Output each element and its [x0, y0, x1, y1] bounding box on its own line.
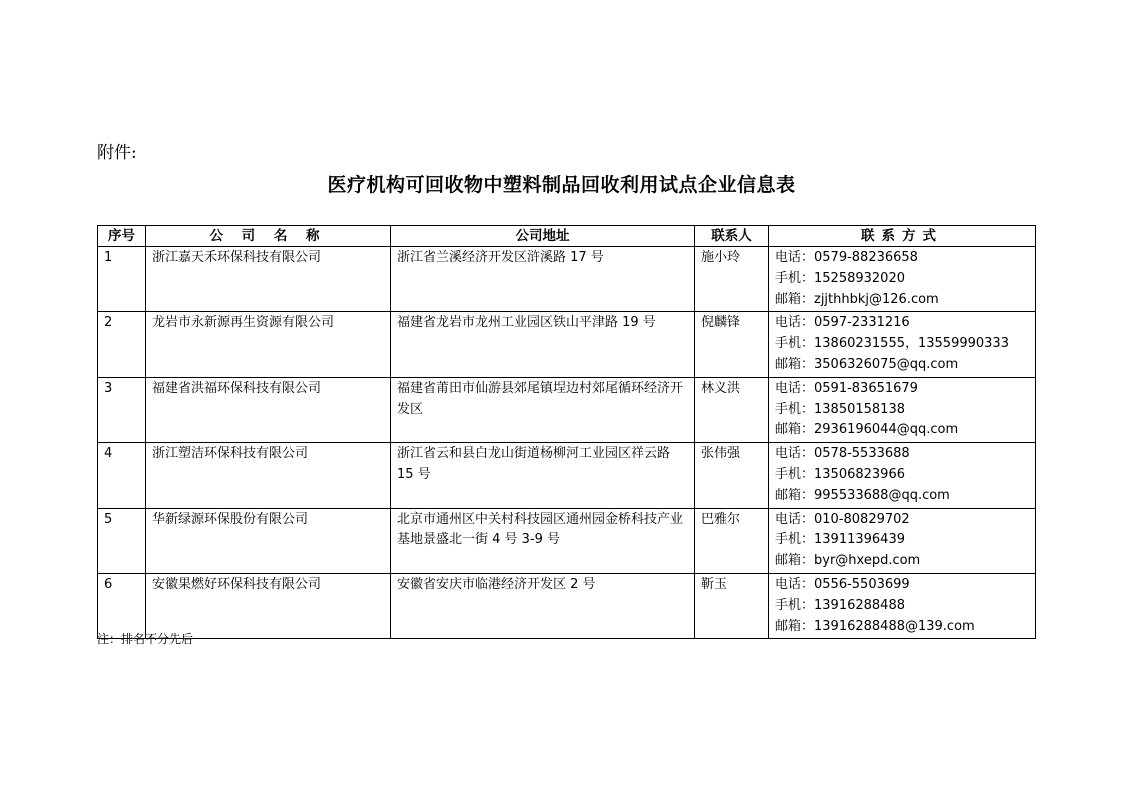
document-title: 医疗机构可回收物中塑料制品回收利用试点企业信息表	[327, 174, 796, 196]
company-address: 福建省龙岩市龙州工业园区铁山平津路 19 号	[391, 312, 695, 377]
contact-info	[769, 573, 1036, 638]
phone-line: 电话：0591-83651679	[775, 380, 918, 396]
table-row	[98, 508, 1036, 573]
row-index: 5	[98, 508, 146, 573]
mobile-line: 手机：13506823966	[775, 466, 905, 482]
email-line: 邮箱：byr@hxepd.com	[775, 553, 921, 569]
mobile-line: 手机：13916288488	[775, 597, 905, 613]
email-line: 邮箱：995533688@qq.com	[775, 487, 950, 503]
phone-line: 电话：010-80829702	[775, 511, 910, 527]
mobile-line: 手机：13850158138	[775, 401, 905, 417]
table-row	[98, 443, 1036, 508]
mobile-line: 手机：13860231555，13559990333	[775, 336, 1009, 352]
row-index: 6	[98, 573, 146, 638]
contact-person: 巴雅尔	[695, 508, 769, 573]
contact-person: 林义洪	[695, 377, 769, 442]
row-index: 2	[98, 312, 146, 377]
contact-person: 张伟强	[695, 443, 769, 508]
header-contact: 联系方式	[769, 226, 1036, 247]
header-address: 公司地址	[391, 226, 695, 247]
table-row	[98, 573, 1036, 638]
table-header-row	[98, 226, 1036, 247]
company-address: 浙江省兰溪经济开发区浒溪路 17 号	[391, 247, 695, 312]
contact-person: 施小玲	[695, 247, 769, 312]
table-row	[98, 312, 1036, 377]
table-row	[98, 377, 1036, 442]
footnote: 注：排名不分先后	[97, 632, 194, 646]
email-line: 邮箱：zjjthhbkj@126.com	[775, 291, 939, 307]
contact-info	[769, 377, 1036, 442]
phone-line: 电话：0556-5503699	[775, 576, 910, 592]
header-index: 序号	[98, 226, 146, 247]
company-name: 安徽果燃好环保科技有限公司	[146, 573, 391, 638]
header-person: 联系人	[695, 226, 769, 247]
email-line: 邮箱：13916288488@139.com	[775, 618, 975, 634]
enterprise-info-table	[97, 225, 1036, 639]
mobile-line: 手机：15258932020	[775, 270, 905, 286]
contact-person: 靳玉	[695, 573, 769, 638]
attachment-label: 附件:	[97, 143, 137, 163]
phone-line: 电话：0597-2331216	[775, 315, 910, 331]
contact-info	[769, 443, 1036, 508]
company-address: 浙江省云和县白龙山街道杨柳河工业园区祥云路 15 号	[391, 443, 695, 508]
email-line: 邮箱：2936196044@qq.com	[775, 422, 959, 438]
header-company: 公 司 名 称	[146, 226, 391, 247]
company-address: 福建省莆田市仙游县郊尾镇埕边村郊尾循环经济开发区	[391, 377, 695, 442]
company-address: 北京市通州区中关村科技园区通州园金桥科技产业基地景盛北一街 4 号 3-9 号	[391, 508, 695, 573]
mobile-line: 手机：13911396439	[775, 532, 905, 548]
contact-info	[769, 312, 1036, 377]
company-name: 华新绿源环保股份有限公司	[146, 508, 391, 573]
row-index: 3	[98, 377, 146, 442]
company-name: 浙江嘉天禾环保科技有限公司	[146, 247, 391, 312]
row-index: 4	[98, 443, 146, 508]
phone-line: 电话：0578-5533688	[775, 446, 910, 462]
company-address: 安徽省安庆市临港经济开发区 2 号	[391, 573, 695, 638]
company-name: 龙岩市永新源再生资源有限公司	[146, 312, 391, 377]
company-name: 福建省洪福环保科技有限公司	[146, 377, 391, 442]
contact-info	[769, 508, 1036, 573]
table-row	[98, 247, 1036, 312]
email-line: 邮箱：3506326075@qq.com	[775, 356, 959, 372]
company-name: 浙江塑洁环保科技有限公司	[146, 443, 391, 508]
row-index: 1	[98, 247, 146, 312]
contact-person: 倪麟锋	[695, 312, 769, 377]
contact-info	[769, 247, 1036, 312]
phone-line: 电话：0579-88236658	[775, 250, 918, 265]
